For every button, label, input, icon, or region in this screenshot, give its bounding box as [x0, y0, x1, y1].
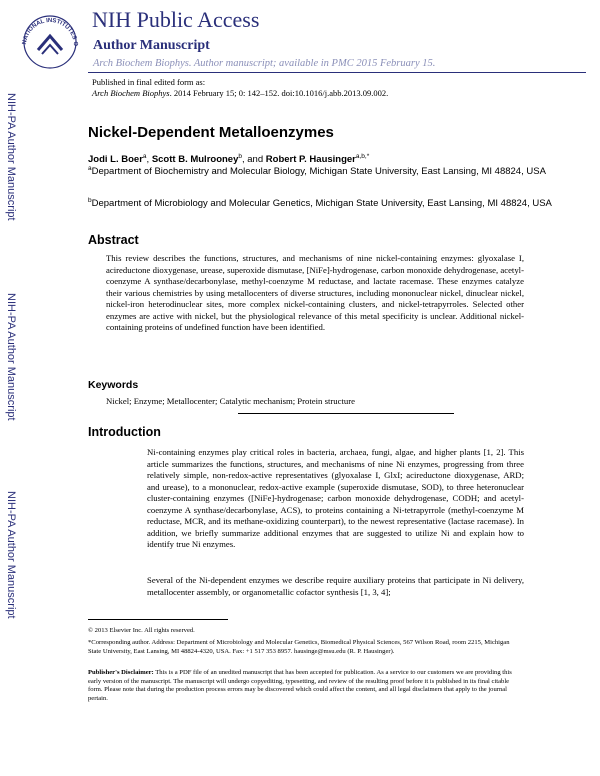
citation: [92, 88, 388, 98]
disclaimer-label: Publisher's Disclaimer:: [88, 669, 154, 676]
author-list: Jodi L. Boer$^a$, Scott B. Mulrooney$^b$, and Robert P. Hausinger$^{a,b,*}$: [88, 152, 370, 165]
published-label: Published in final edited form as:: [92, 77, 206, 87]
affiliation-text: Department of Biochemistry and Molecular Biology, Michigan State University, East Lansing, MI 48824, USA: [91, 166, 546, 177]
logo-text: NATIONAL INSTITUTES O: [21, 17, 79, 47]
citation-details: . 2014 February 15; 0: 142–152. doi:10.1016/j.abb.2013.09.002.: [169, 88, 389, 98]
introduction-heading: Introduction: [88, 425, 161, 439]
side-banner-label: NIH-PA Author Manuscript: [5, 491, 17, 619]
affiliation-sup: a: [88, 164, 92, 172]
affiliation: [88, 198, 558, 211]
article-title: Nickel-Dependent Metalloenzymes: [88, 124, 334, 141]
header-divider: [88, 72, 586, 73]
author-sup: b: [238, 152, 242, 160]
nih-logo: [14, 6, 86, 70]
author-name: Scott B. Mulrooney: [151, 154, 239, 165]
footnote-divider: [88, 619, 228, 620]
affiliation: [88, 166, 558, 179]
section-divider: [238, 413, 454, 414]
keywords-heading: Keywords: [88, 379, 139, 391]
author-sup: a: [142, 152, 147, 160]
side-banner-middle: [0, 282, 22, 432]
disclaimer-text: This is a PDF file of an unedited manuscript that has been accepted for publication. As a service to our customers we are providing this early version of the manuscript. The manuscript will undergo copyediting, typesetting, and review of the resulting proof before it is published in its final citable form. Please note that during the production process errors may be discovered which could affect the content, and all legal disclaimers that apply to the journal pertain.: [88, 669, 512, 702]
citation-journal: Arch Biochem Biophys: [92, 88, 170, 98]
side-banner-top: [0, 82, 22, 232]
author-name: Robert P. Hausinger: [265, 154, 356, 165]
introduction-paragraph: Several of the Ni-dependent enzymes we describe require auxiliary proteins that participate in Ni delivery, metallocenter assembly, or organometallic cofactor synthesis [1, 3, 4];: [147, 575, 524, 597]
side-banner-label: NIH-PA Author Manuscript: [5, 293, 17, 421]
copyright-note: © 2013 Elsevier Inc. All rights reserved.: [88, 627, 195, 634]
availability-note: Arch Biochem Biophys. Author manuscript; available in PMC 2015 February 15.: [93, 58, 436, 69]
affiliation-text: Department of Microbiology and Molecular Genetics, Michigan State University, East Lansing, MI 48824, USA: [91, 198, 552, 209]
author-sup: a,b,*: [355, 152, 370, 160]
side-banner-label: NIH-PA Author Manuscript: [5, 93, 17, 221]
abstract-heading: Abstract: [88, 233, 139, 247]
abstract-body: This review describes the functions, structures, and mechanisms of nine nickel-containing enzymes: glyoxalase I, acireductone dioxygenase, urease, superoxide dismutase, [NiFe]-hydrogenase, carbon monoxide dehydrogenase, acetyl-coenzyme A synthase/decarbonylase, methyl-coenzyme M reductase, and lactate racemase. These enzymes catalyze their various chemistries by using metallocenters of diverse structures, including mononuclear nickel, dinuclear nickel, nickel-iron heterodinuclear sites, more complex nickel-containing clusters, and nickel-tetrapyrroles. Selected other enzymes are active with nickel, but the physiological relevance of this metal specificity is unclear. Additional nickel-containing proteins of undefined function have been identified.: [106, 253, 524, 333]
side-banner-bottom: [0, 480, 22, 630]
author-manuscript-label: Author Manuscript: [93, 38, 210, 53]
affiliation-sup: b: [88, 196, 92, 204]
nih-public-access-title: NIH Public Access: [92, 7, 260, 32]
keywords-list: Nickel; Enzyme; Metallocenter; Catalytic mechanism; Protein structure: [106, 396, 355, 406]
corresponding-author-note: *Corresponding author. Address: Department of Microbiology and Molecular Genetics, Biomedical Physical Sciences, 567 Wilson Road, room 2215, Michigan State University, East Lansing, MI 48824-4320, USA. Fax: +1 517 353 8957. hausinge@msu.edu (R. P. Hausinger).: [88, 639, 510, 655]
author-name: Jodi L. Boer: [88, 154, 143, 165]
publisher-disclaimer: [88, 669, 518, 703]
introduction-paragraph: Ni-containing enzymes play critical roles in bacteria, archaea, fungi, algae, and higher plants [1, 2]. This article summarizes the functions, structures, and mechanisms of nine Ni enzymes, progressing from three relatively simple, non-redox-active representatives (glyoxalase I, GlxI; acireductone dioxygenase, ARD; and urease), to a mononuclear, redox-active example (superoxide dismutase, SOD), to three heteronuclear cluster-containing enzymes ([NiFe]-hydrogenase; carbon monoxide dehydrogenase, CODH; and acetyl-coenzyme A synthase/decarbonylase, ACS), to proteins containing a Ni-tetrapyrrole (methyl-coenzyme M reductase, MCR, and its methane-oxidizing counterpart), to the newest representative (lactase racemase). In addition, we briefly summarize additional enzymes that are suggested to utilize Ni and explain how to identify true Ni enzymes.: [147, 447, 524, 550]
